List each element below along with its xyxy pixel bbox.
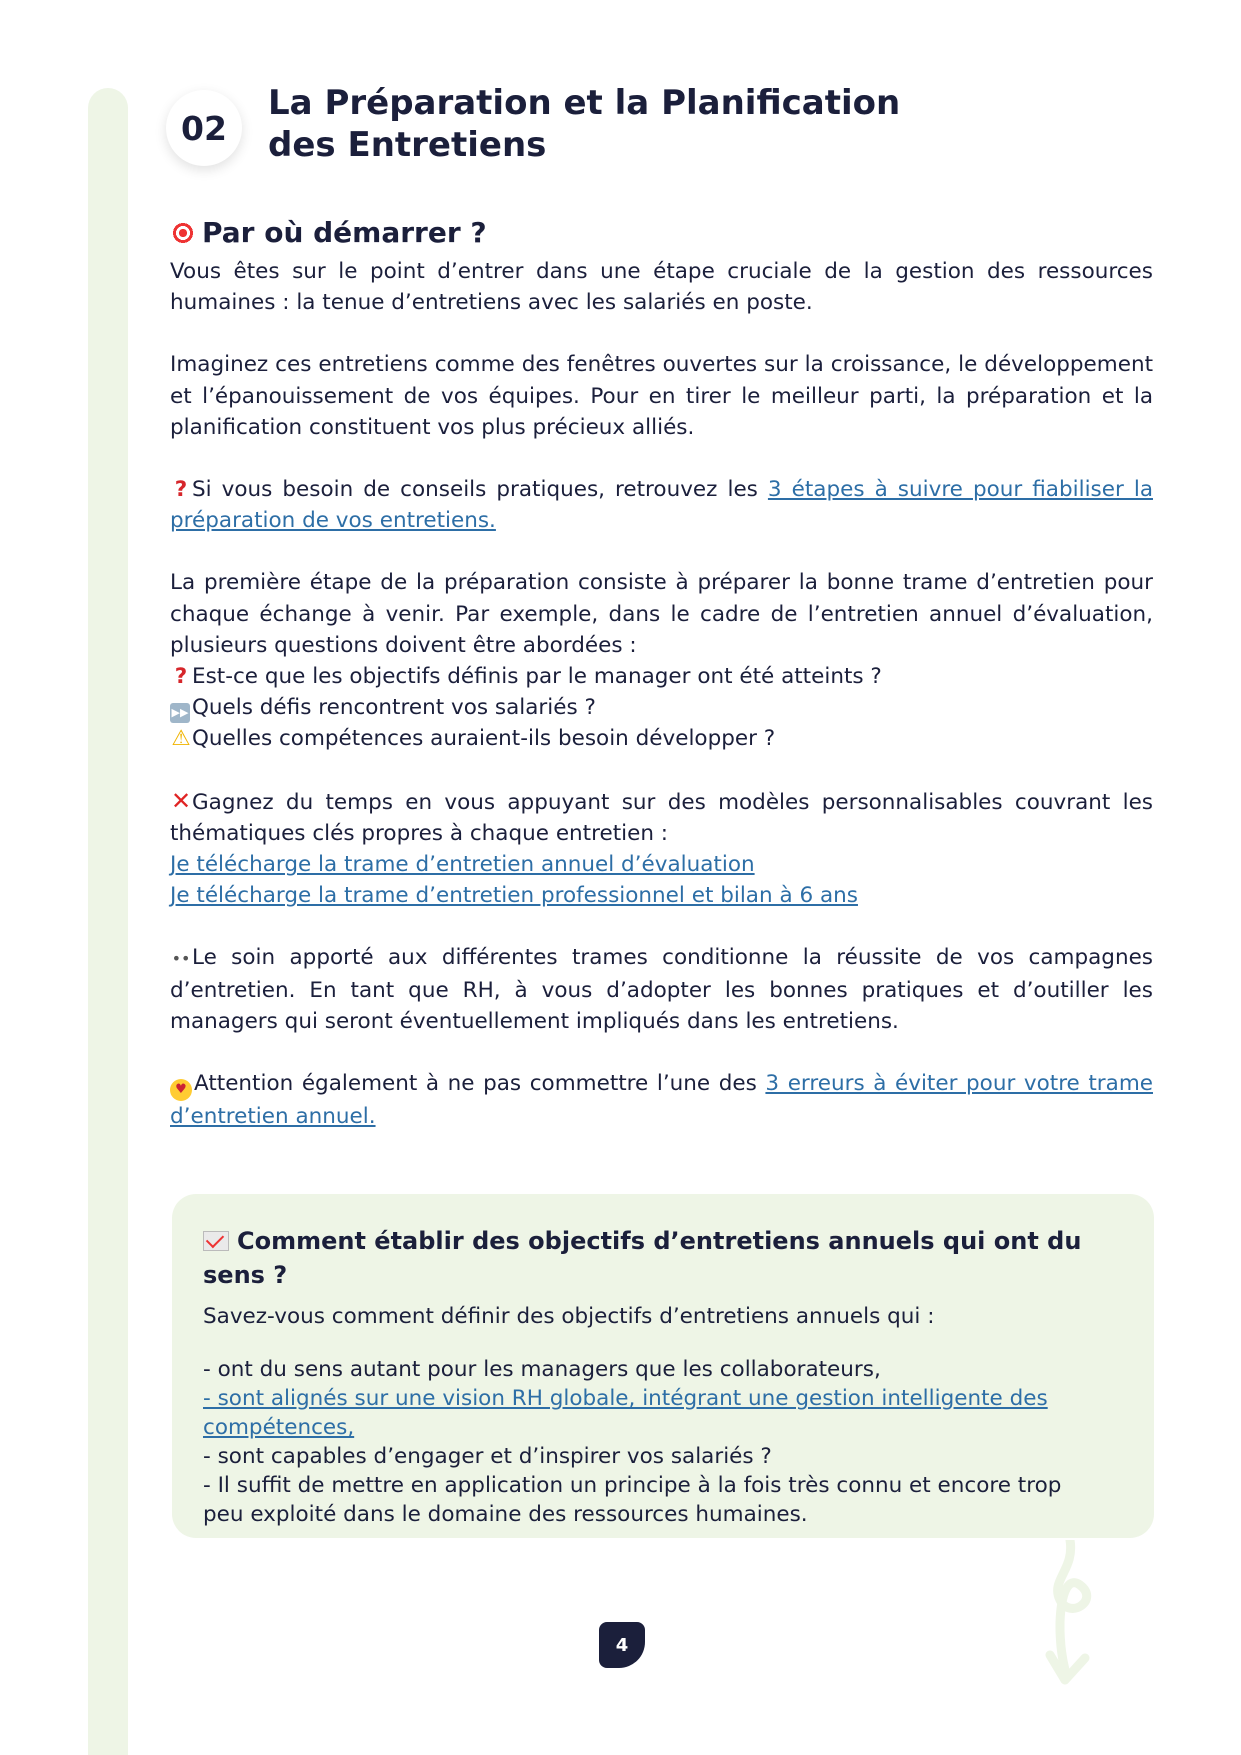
question-text-1: Est-ce que les objectifs définis par le manager ont été atteints ? (192, 664, 882, 690)
cross-icon: ✕ (170, 786, 192, 815)
attention-text: Attention également à ne pas commettre l’une des (194, 1071, 766, 1097)
target-icon (170, 220, 196, 246)
paragraph-intro: Vous êtes sur le point d’entrer dans une étape cruciale de la gestion des ressources humaines : la tenue d’entretiens avec les salariés en poste. (170, 259, 1153, 316)
callout-intro: Savez-vous comment définir des objectifs d’entretiens annuels qui : (203, 1304, 935, 1329)
templates-text: Gagnez du temps en vous appuyant sur des modèles personnalisables couvrant les thématiques clés propres à chaque entretien : (170, 789, 1153, 846)
paragraph-templates (170, 786, 1153, 849)
page-title (268, 82, 968, 166)
callout-item-2 (203, 1384, 1103, 1442)
callout-content (203, 1224, 1103, 1529)
question-item-2 (170, 692, 1153, 723)
link-3-erreurs[interactable]: 3 erreurs à éviter pour votre trame d’entretien annuel. (170, 1071, 1153, 1130)
fast-forward-icon: ▶▶ (170, 703, 190, 723)
callout-item-4: - Il suffit de mettre en application un principe à la fois très connu et encore trop peu exploité dans le domaine des ressources humaines. (203, 1473, 1062, 1527)
download-annual-template-link[interactable]: Je télécharge la trame d’entretien annuel d’évaluation (170, 852, 755, 878)
callout-heading-text: Comment établir des objectifs d’entretiens annuels qui ont du sens ? (203, 1227, 1082, 1289)
warning-icon: ⚠ (171, 726, 191, 752)
envelope-icon (203, 1231, 229, 1251)
smiling-face-icon: ♥ (170, 1079, 192, 1101)
download-link-row-2 (170, 880, 1153, 911)
eyes-icon: •• (171, 949, 191, 969)
paragraph-advice (170, 474, 1153, 536)
page-number-badge: 4 (599, 1622, 645, 1668)
advice-text: Si vous besoin de conseils pratiques, retrouvez les (192, 477, 768, 503)
title-line-1: La Préparation et la Planification (268, 83, 901, 123)
paragraph-attention (170, 1068, 1153, 1132)
section-heading-text: Par où démarrer ? (202, 216, 487, 249)
question-mark-icon: ? (174, 477, 188, 503)
callout-link-vision-rh[interactable]: - sont alignés sur une vision RH globale, intégrant une gestion intelligente des compétences, (203, 1386, 1048, 1440)
paragraph-care (170, 942, 1153, 1037)
callout-item-1: - ont du sens autant pour les managers que les collaborateurs, (203, 1357, 881, 1382)
question-item-3 (170, 723, 1153, 754)
section-number-badge: 02 (166, 90, 242, 166)
download-link-row-1 (170, 849, 1153, 880)
callout-heading (203, 1224, 1103, 1292)
paragraph-first-step: La première étape de la préparation consiste à préparer la bonne trame d’entretien pour chaque échange à venir. Par exemple, dans le cadre de l’entretien annuel d’évaluation, plusieurs questions doivent être abordées : (170, 570, 1153, 658)
section-heading (170, 214, 1153, 252)
link-3-etapes[interactable]: 3 étapes à suivre pour fiabiliser la préparation de vos entretiens. (170, 477, 1153, 534)
question-item-1 (170, 661, 1153, 692)
title-line-2: des Entretiens (268, 125, 547, 165)
question-text-3: Quelles compétences auraient-ils besoin développer ? (192, 726, 776, 752)
question-mark-icon: ? (174, 664, 188, 690)
callout-item-3: - sont capables d’engager et d’inspirer vos salariés ? (203, 1444, 772, 1469)
decorative-side-bar (88, 88, 128, 1755)
paragraph-imagine: Imaginez ces entretiens comme des fenêtres ouvertes sur la croissance, le développement et l’épanouissement de vos équipes. Pour en tirer le meilleur parti, la préparation et la planification constituent vos plus précieux alliés. (170, 352, 1153, 440)
main-content (170, 214, 1153, 1132)
question-text-2: Quels défis rencontrent vos salariés ? (192, 695, 596, 721)
decorative-arrow-doodle (1030, 1540, 1120, 1700)
care-text: Le soin apporté aux différentes trames conditionne la réussite de vos campagnes d’entretien. En tant que RH, à vous d’adopter les bonnes pratiques et d’outiller les managers qui seront éventuellement impliqués dans les entretiens. (170, 945, 1153, 1034)
download-professional-template-link[interactable]: Je télécharge la trame d’entretien professionnel et bilan à 6 ans (170, 883, 858, 909)
